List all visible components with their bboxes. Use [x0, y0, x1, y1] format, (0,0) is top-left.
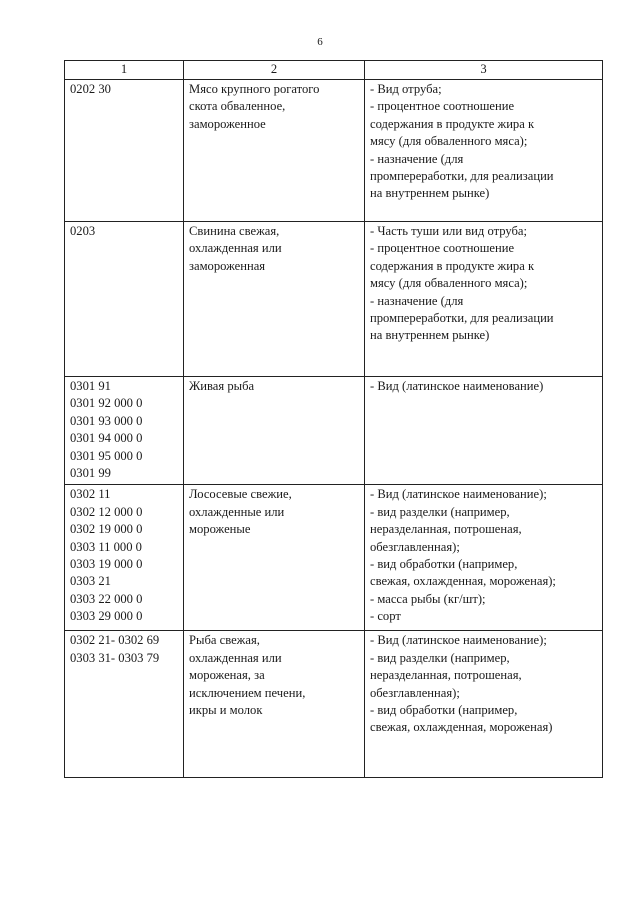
- product-line: мороженые: [189, 522, 251, 537]
- attribute-line: - назначение (для: [370, 293, 464, 308]
- attribute-line: - вид обработки (например,: [370, 703, 518, 718]
- code-line: 0301 92 000 0: [70, 396, 143, 411]
- attribute-line: - Вид отруба;: [370, 82, 442, 96]
- code-line: 0302 12 000 0: [70, 504, 143, 519]
- page-number: 6: [317, 36, 323, 48]
- attribute-line: - назначение (для: [370, 151, 464, 166]
- product-line: Рыба свежая,: [189, 633, 260, 648]
- code-line: 0301 91: [70, 379, 111, 393]
- product-line: скота обваленное,: [189, 99, 286, 114]
- code-line: 0303 29 000 0: [70, 609, 143, 624]
- code-line: 0303 22 000 0: [70, 591, 143, 606]
- code-cell: [65, 80, 184, 222]
- attributes-cell: [365, 485, 603, 631]
- column-header-2: 2: [184, 61, 365, 80]
- product-cell: [184, 631, 365, 778]
- code-cell: [65, 377, 184, 485]
- attribute-line: - Вид (латинское наименование);: [370, 487, 547, 502]
- product-line: Мясо крупного рогатого: [189, 82, 320, 96]
- code-line: 0303 21: [70, 574, 111, 589]
- product-line: охлажденная или: [189, 241, 282, 256]
- attribute-line: неразделанная, потрошеная,: [370, 522, 522, 537]
- table-row: [65, 631, 603, 778]
- attribute-line: промпереработки, для реализации: [370, 169, 554, 184]
- attribute-line: неразделанная, потрошеная,: [370, 668, 522, 683]
- attribute-line: промпереработки, для реализации: [370, 311, 554, 326]
- attribute-line: обезглавленная);: [370, 685, 460, 700]
- code-line: 0302 19 000 0: [70, 522, 143, 537]
- table-header: [65, 61, 603, 80]
- attribute-line: - масса рыбы (кг/шт);: [370, 591, 486, 606]
- attribute-line: - сорт: [370, 609, 401, 624]
- attribute-line: - вид разделки (например,: [370, 650, 510, 665]
- attributes-cell: [365, 377, 603, 485]
- attribute-line: содержания в продукте жира к: [370, 116, 535, 131]
- code-cell: [65, 631, 184, 778]
- code-line: 0303 11 000 0: [70, 539, 142, 554]
- attribute-line: на внутреннем рынке): [370, 328, 490, 343]
- product-line: Свинина свежая,: [189, 224, 280, 238]
- code-cell: [65, 222, 184, 377]
- code-cell: [65, 485, 184, 631]
- product-line: замороженное: [189, 116, 266, 131]
- table-row: [65, 377, 603, 485]
- code-line: 0203: [70, 224, 96, 238]
- attribute-line: мясу (для обваленного мяса);: [370, 276, 528, 291]
- product-line: Живая рыба: [189, 379, 255, 393]
- product-cell: [184, 485, 365, 631]
- attributes-cell: [365, 631, 603, 778]
- product-line: Лососевые свежие,: [189, 487, 292, 502]
- attribute-line: мясу (для обваленного мяса);: [370, 134, 528, 149]
- attribute-line: содержания в продукте жира к: [370, 258, 535, 273]
- attribute-line: обезглавленная);: [370, 539, 460, 554]
- attribute-line: - Вид (латинское наименование): [370, 379, 544, 393]
- product-line: замороженная: [189, 258, 266, 273]
- attribute-line: на внутреннем рынке): [370, 186, 490, 201]
- product-cell: [184, 222, 365, 377]
- code-line: 0302 21- 0302 69: [70, 633, 160, 648]
- product-line: икры и молок: [189, 703, 263, 718]
- column-header-3: 3: [365, 61, 603, 80]
- attribute-line: - Часть туши или вид отруба;: [370, 224, 528, 238]
- product-cell: [184, 80, 365, 222]
- table-row: [65, 222, 603, 377]
- attributes-cell: [365, 80, 603, 222]
- column-header-1: 1: [65, 61, 184, 80]
- table-body: [65, 80, 603, 778]
- attribute-line: - процентное соотношение: [370, 241, 515, 256]
- code-line: 0303 31- 0303 79: [70, 650, 160, 665]
- attribute-line: - процентное соотношение: [370, 99, 515, 114]
- code-line: 0301 95 000 0: [70, 448, 143, 463]
- attribute-line: - Вид (латинское наименование);: [370, 633, 547, 648]
- header-row: [65, 61, 603, 80]
- product-line: исключением печени,: [189, 685, 306, 700]
- code-line: 0301 99: [70, 466, 111, 481]
- table-row: [65, 80, 603, 222]
- code-line: 0301 93 000 0: [70, 413, 143, 428]
- attribute-line: - вид разделки (например,: [370, 504, 510, 519]
- code-line: 0301 94 000 0: [70, 431, 143, 446]
- attribute-line: свежая, охлажденная, мороженая);: [370, 574, 556, 589]
- product-line: мороженая, за: [189, 668, 265, 683]
- product-line: охлажденные или: [189, 504, 285, 519]
- product-cell: [184, 377, 365, 485]
- attribute-line: - вид обработки (например,: [370, 557, 518, 572]
- attribute-line: свежая, охлажденная, мороженая): [370, 720, 553, 735]
- table-row: [65, 485, 603, 631]
- code-line: 0303 19 000 0: [70, 557, 143, 572]
- goods-table: [64, 60, 603, 778]
- attributes-cell: [365, 222, 603, 377]
- code-line: 0202 30: [70, 82, 111, 96]
- product-line: охлажденная или: [189, 650, 282, 665]
- code-line: 0302 11: [70, 487, 111, 502]
